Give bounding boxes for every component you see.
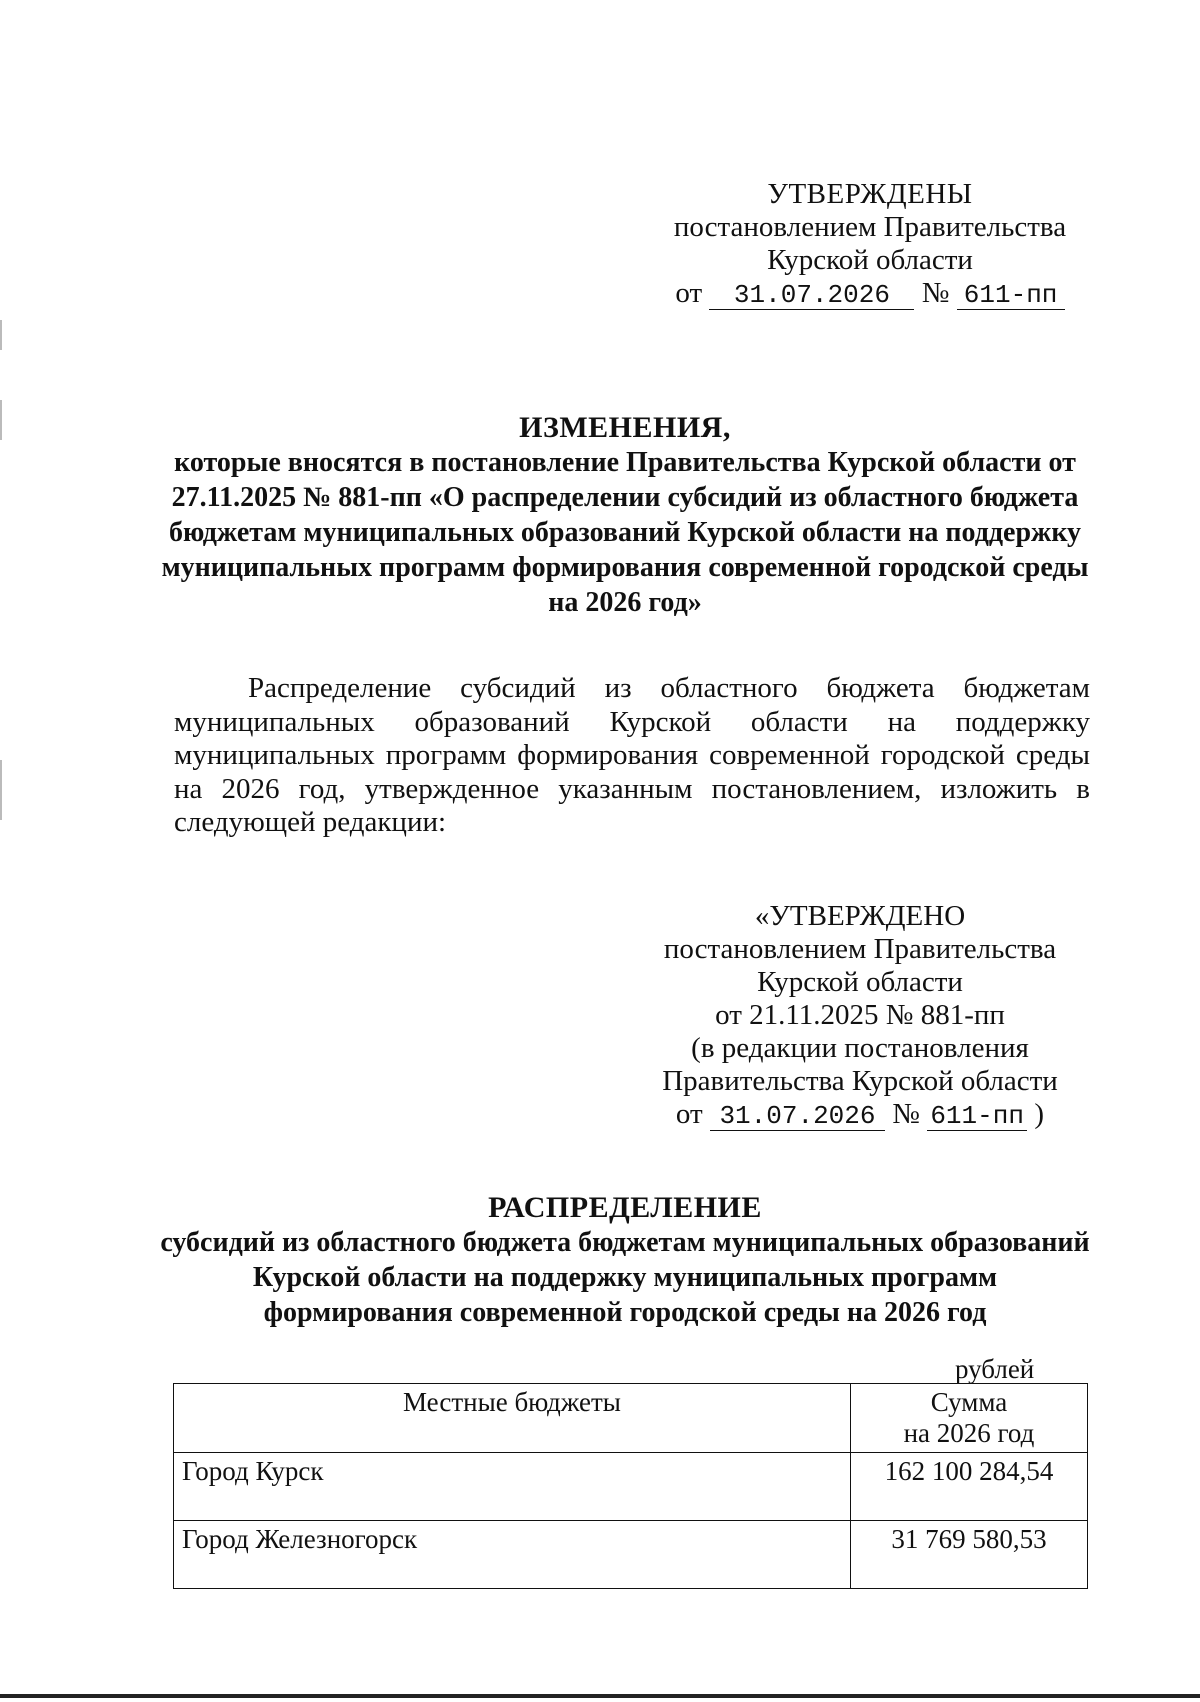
- scan-edge-mark: [0, 760, 2, 820]
- table-unit: рублей: [955, 1354, 1035, 1384]
- date-prefix: от: [675, 1098, 703, 1130]
- table-row: [174, 1453, 1088, 1521]
- approval-heading: УТВЕРЖДЕНЫ: [767, 178, 973, 210]
- approval2-line: от 21.11.2025 № 881-пп: [715, 999, 1005, 1031]
- row-name: Город Железногорск: [174, 1521, 851, 1589]
- scan-bottom-edge: [0, 1694, 1200, 1698]
- approval-number: 611-пп: [957, 281, 1065, 310]
- approval2-date-line: [640, 1098, 1080, 1131]
- approval2-line: Правительства Курской области: [662, 1065, 1058, 1097]
- header-amount-line1: Сумма: [930, 1387, 1008, 1417]
- row-amount: 162 100 284,54: [851, 1453, 1088, 1521]
- header-name: Местные бюджеты: [174, 1384, 851, 1453]
- approval2-number: 611-пп: [927, 1102, 1027, 1131]
- approval-block-2: [640, 900, 1080, 1131]
- approval2-date: 31.07.2026: [710, 1102, 885, 1131]
- approval-line: постановлением Правительства: [673, 211, 1067, 243]
- distribution-subtitle: субсидий из областного бюджета бюджетам муниципальных образований Курской области на поддержку муниципальных программ формирования современной городской среды на 2026 год: [160, 1227, 1090, 1328]
- number-prefix: №: [921, 277, 950, 309]
- table-header-row: [174, 1384, 1088, 1453]
- approval2-line: (в редакции постановления: [691, 1032, 1029, 1064]
- approval-block: [660, 178, 1080, 310]
- approval2-line: Курской области: [757, 966, 963, 998]
- header-amount-line2: на 2026 год: [903, 1418, 1035, 1448]
- row-amount: 31 769 580,53: [851, 1521, 1088, 1589]
- scan-edge-mark: [0, 320, 2, 350]
- approval-date: 31.07.2026: [709, 281, 914, 310]
- approval-line: Курской области: [767, 244, 973, 276]
- row-name: Город Курск: [174, 1453, 851, 1521]
- title-subtitle: которые вносятся в постановление Правительства Курской области от 27.11.2025 № 881-пп «О распределении субсидий из областного бюджета бюджетам муниципальных образований Курской области на поддержку муниципальных программ формирования современной городской среды на 2026 год»: [161, 447, 1089, 618]
- budget-table: [173, 1383, 1088, 1589]
- body-paragraph: Распределение субсидий из областного бюджета бюджетам муниципальных образований Курской области на поддержку муниципальных программ формирования современной городской среды на 2026 год, утвержденное указанным постановлением, изложить в следующей редакции:: [174, 672, 1090, 838]
- distribution-title: [160, 1190, 1090, 1330]
- approval-date-line: [660, 277, 1080, 310]
- title-main: ИЗМЕНЕНИЯ,: [519, 411, 731, 444]
- table-row: [174, 1521, 1088, 1589]
- date-prefix: от: [675, 277, 703, 309]
- number-prefix: №: [892, 1098, 920, 1130]
- header-amount: [851, 1384, 1088, 1453]
- distribution-main: РАСПРЕДЕЛЕНИЕ: [488, 1191, 762, 1224]
- approval2-heading: «УТВЕРЖДЕНО: [754, 900, 966, 932]
- changes-title: [160, 410, 1090, 620]
- scan-edge-mark: [0, 400, 2, 440]
- approval2-line: постановлением Правительства: [663, 933, 1057, 965]
- closing-paren: ): [1034, 1098, 1045, 1130]
